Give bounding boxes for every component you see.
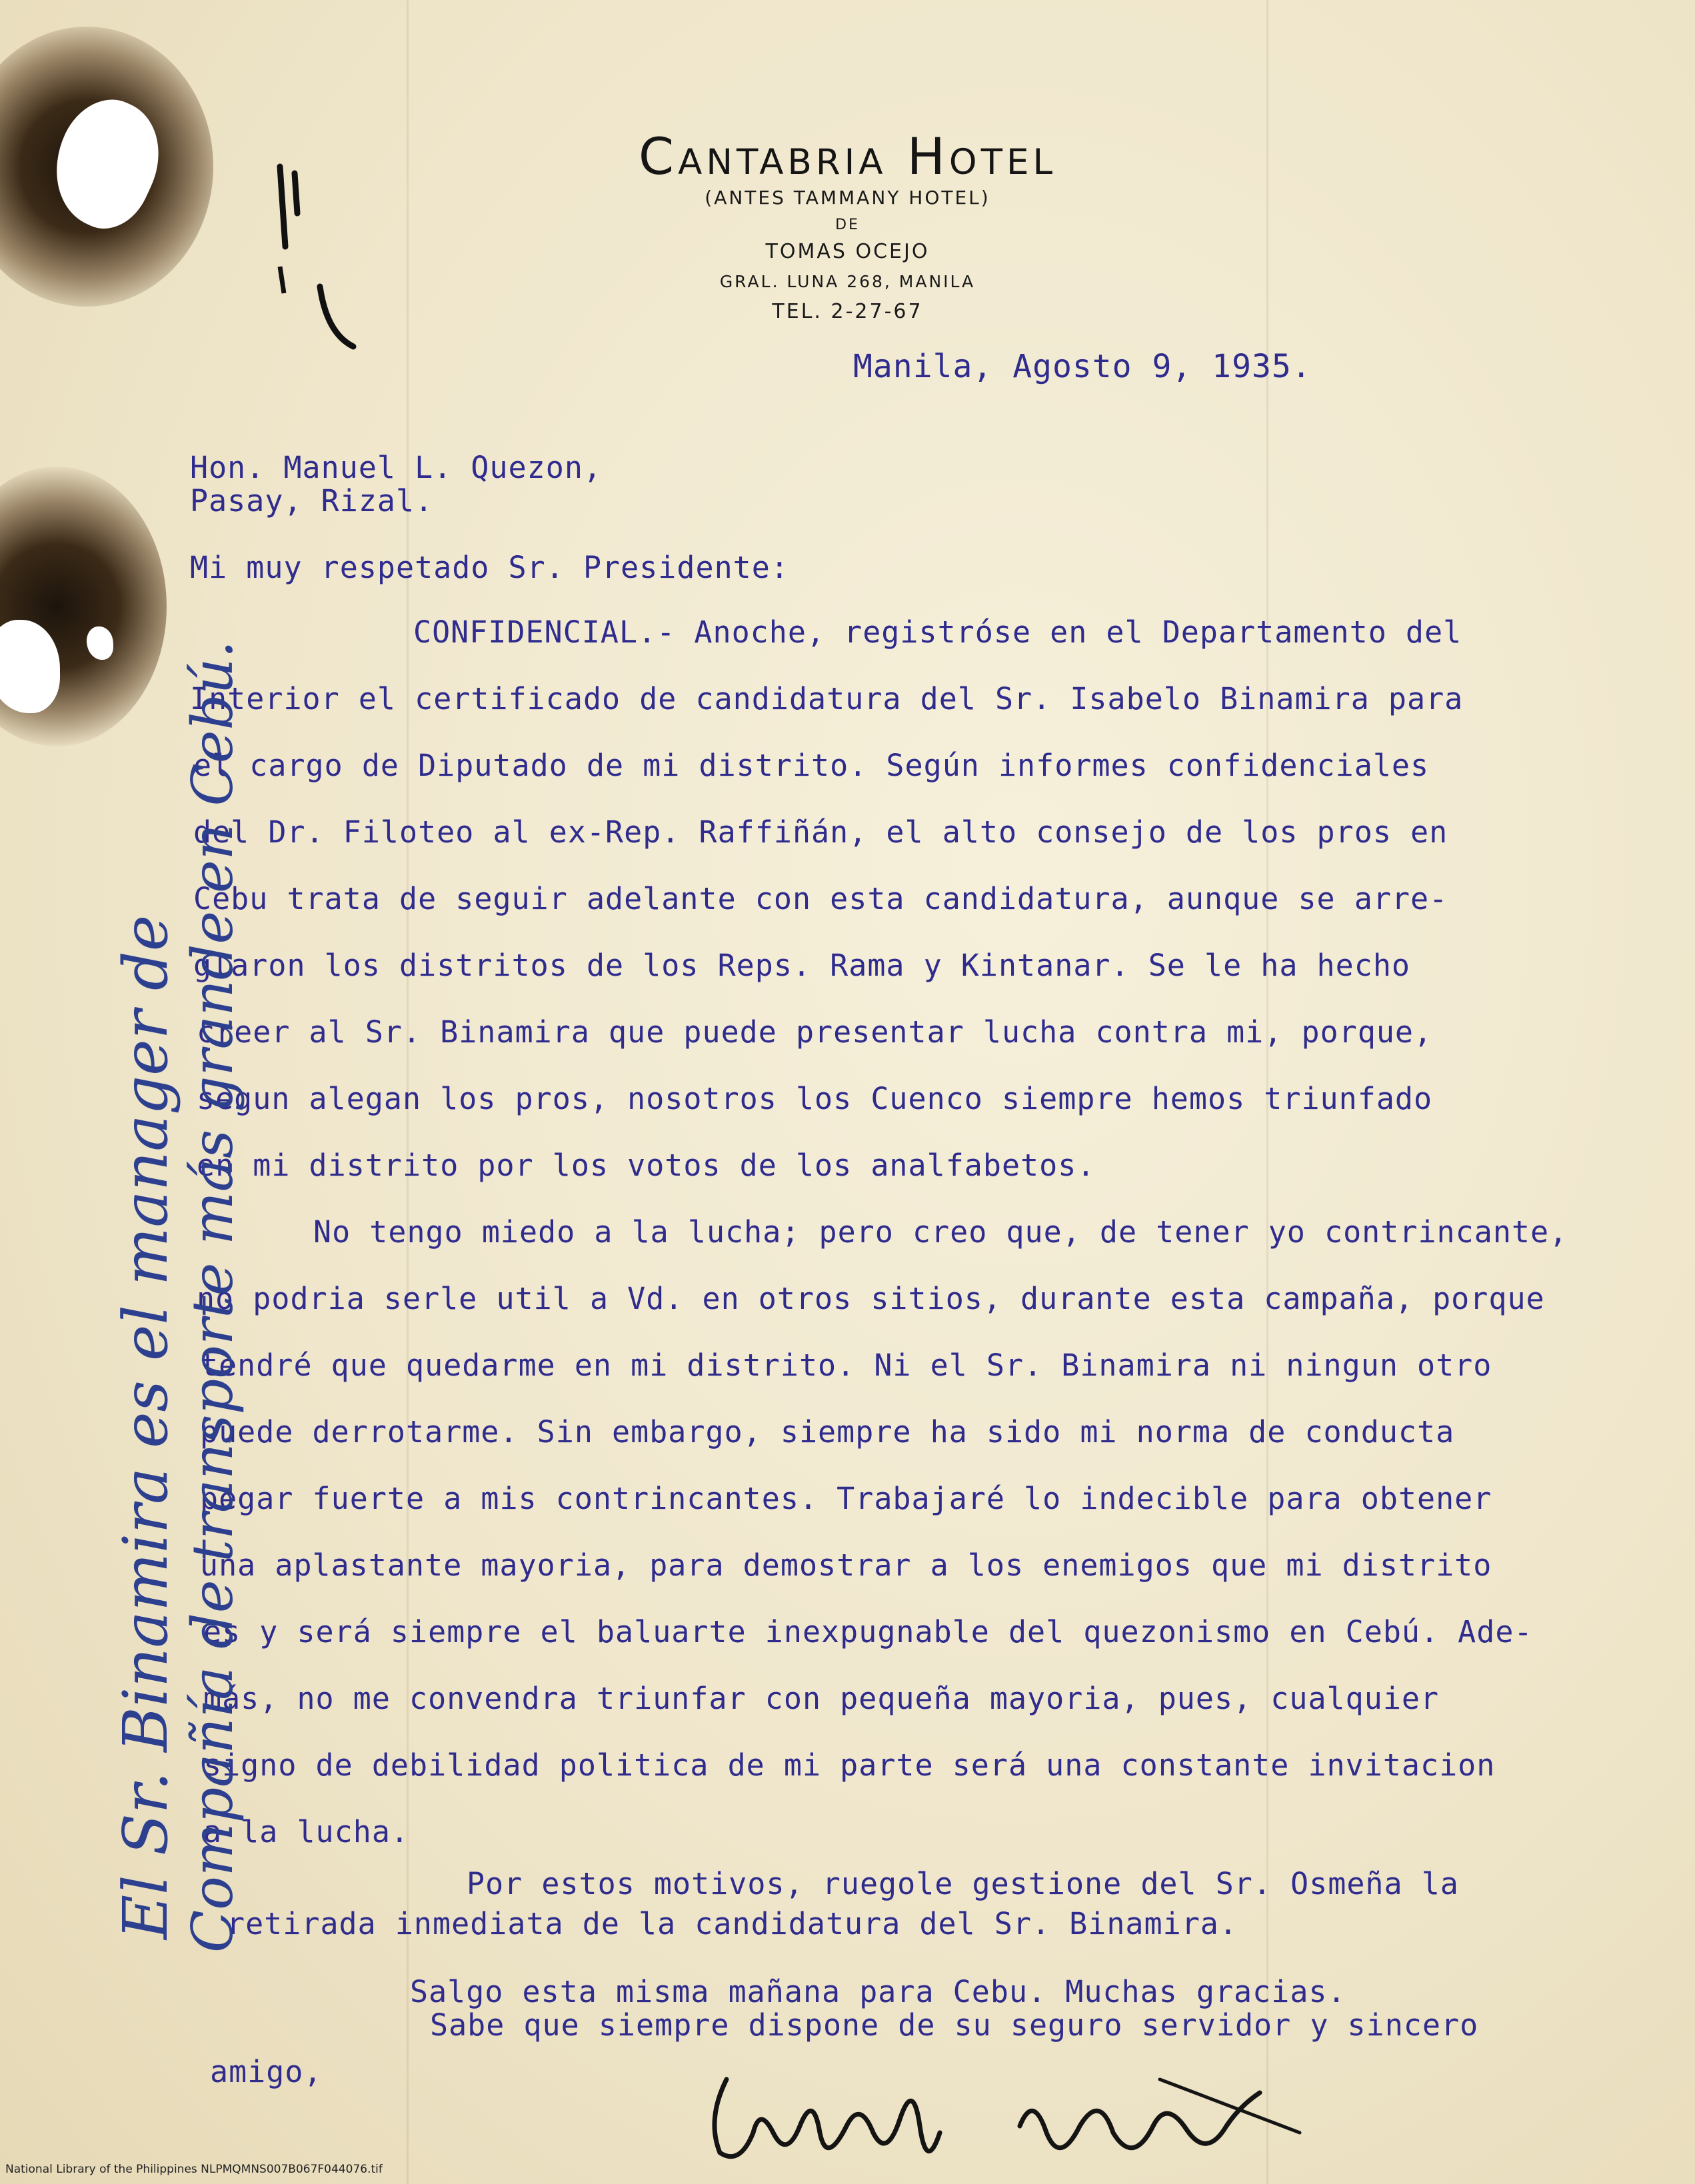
body-line: en mi distrito por los votos de los analfabetos.: [197, 1148, 1096, 1183]
body-line: signo de debilidad politica de mi parte será una constante invitacion: [203, 1747, 1496, 1783]
body-line: CONFIDENCIAL.- Anoche, registróse en el Departamento del: [413, 614, 1462, 650]
handwritten-signature: [700, 2053, 1400, 2179]
hotel-name: Cantabria Hotel: [639, 127, 1056, 186]
body-line: tendré que quedarme en mi distrito. Ni el Sr. Binamira ni ningun otro: [200, 1348, 1492, 1383]
margin-note-line: Compañía de transporte más grande en Cebú.: [180, 640, 245, 1953]
letterhead-de: DE: [835, 217, 860, 233]
body-line: retirada inmediata de la candidatura del Sr. Binamira.: [227, 1906, 1238, 1941]
former-name: (ANTES TAMMANY HOTEL): [705, 187, 990, 209]
letter-date: Manila, Agosto 9, 1935.: [853, 348, 1312, 385]
recipient-place: Pasay, Rizal.: [190, 483, 434, 519]
archive-footer: National Library of the Philippines NLPMQMNS007B067F044076.tif: [5, 2163, 383, 2176]
body-line: segun alegan los pros, nosotros los Cuenco siempre hemos triunfado: [197, 1081, 1433, 1116]
body-line: una aplastante mayoria, para demostrar a los enemigos que mi distrito: [200, 1548, 1492, 1583]
hotel-telephone: TEL. 2-27-67: [772, 300, 923, 323]
body-line: puede derrotarme. Sin embargo, siempre ha sido mi norma de conducta: [200, 1414, 1455, 1450]
body-line: amigo,: [210, 2054, 323, 2089]
body-line: Salgo esta misma mañana para Cebu. Muchas gracias.: [410, 1974, 1346, 2009]
body-line: No tengo miedo a la lucha; pero creo que, de tener yo contrincante,: [313, 1214, 1568, 1250]
body-line: del Dr. Filoteo al ex-Rep. Raffiñán, el alto consejo de los pros en: [193, 814, 1448, 850]
recipient-name: Hon. Manuel L. Quezon,: [190, 450, 603, 485]
body-line: no podria serle util a Vd. en otros sitios, durante esta campaña, porque: [197, 1281, 1545, 1316]
body-line: glaron los distritos de los Reps. Rama y Kintanar. Se le ha hecho: [193, 948, 1410, 983]
body-line: Por estos motivos, ruegole gestione del Sr. Osmeña la: [467, 1866, 1459, 1901]
body-line: Cebu trata de seguir adelante con esta candidatura, aunque se arre-: [193, 881, 1448, 916]
owner-name: TOMAS OCEJO: [765, 240, 930, 263]
salutation: Mi muy respetado Sr. Presidente:: [190, 550, 789, 585]
handwritten-margin-note: [110, 487, 310, 1953]
body-line: más, no me convendra triunfar con pequeña mayoria, pues, cualquier: [203, 1681, 1440, 1716]
body-line: pegar fuerte a mis contrincantes. Trabajaré lo indecible para obtener: [200, 1481, 1492, 1516]
body-line: Sabe que siempre dispone de su seguro servidor y sincero: [430, 2007, 1479, 2043]
body-line: a la lucha.: [203, 1814, 410, 1849]
margin-note-line: El Sr. Binamira es el manager de: [110, 914, 181, 1939]
hotel-address: GRAL. LUNA 268, MANILA: [719, 272, 976, 291]
body-line: es y será siempre el baluarte inexpugnable del quezonismo en Cebú. Ade-: [203, 1614, 1533, 1649]
body-line: creer al Sr. Binamira que puede presentar lucha contra mi, porque,: [197, 1014, 1433, 1050]
body-line: el cargo de Diputado de mi distrito. Según informes confidenciales: [193, 748, 1430, 783]
body-line: Interior el certificado de candidatura del Sr. Isabelo Binamira para: [190, 681, 1464, 716]
